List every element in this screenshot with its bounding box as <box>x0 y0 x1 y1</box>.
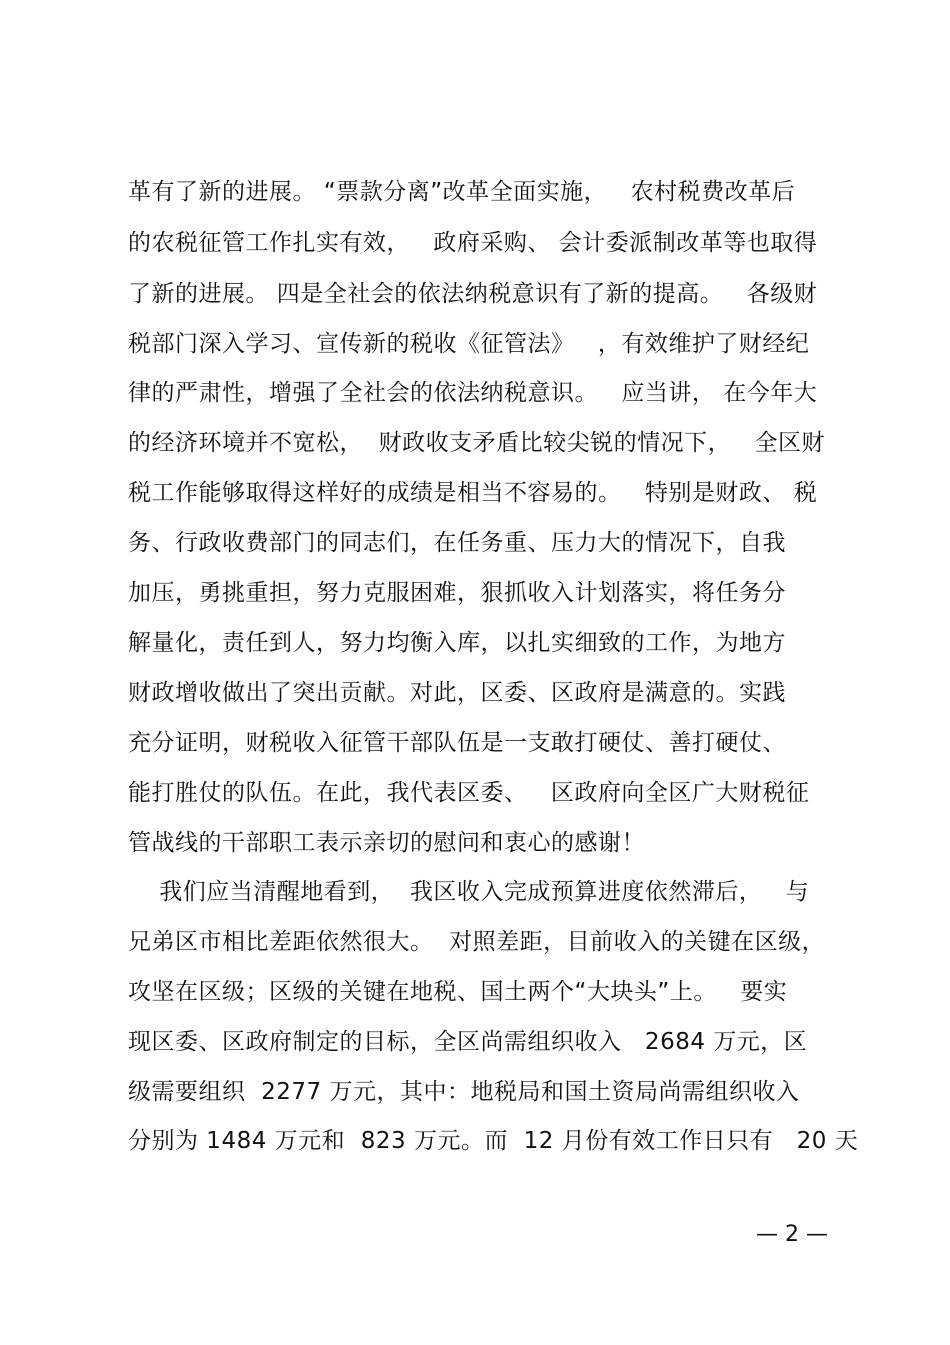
text-line: 务、行政收费部门的同志们，在任务重、压力大的情况下，自我 <box>128 530 786 556</box>
text-line: 现区委、区政府制定的目标，全区尚需组织收入 2684 万元，区 <box>128 1029 808 1055</box>
text-line: 的农税征管工作扎实有效， 政府采购、 会计委派制改革等也取得 <box>128 230 818 256</box>
page-number: — 2 — <box>756 1222 828 1247</box>
text-line: 兄弟区市相比差距依然很大。 对照差距，目前收入的关键在区级， <box>128 929 826 955</box>
text-line: 解量化，责任到人，努力均衡入库，以扎实细致的工作，为地方 <box>128 630 786 656</box>
text-line: 分别为 1484 万元和 823 万元。而 12 月份有效工作日只有 20 天 <box>128 1128 859 1154</box>
text-line: 了新的进展。 四是全社会的依法纳税意识有了新的提高。 各级财 <box>128 281 818 307</box>
text-line: 革有了新的进展。 “票款分离”改革全面实施， 农村税费改革后 <box>128 179 796 205</box>
text-line: 律的严肃性，增强了全社会的依法纳税意识。 应当讲， 在今年大 <box>128 380 818 406</box>
text-line: 级需要组织 2277 万元，其中：地税局和国土资局尚需组织收入 <box>128 1079 800 1105</box>
text-line: 攻坚在区级；区级的关键在地税、国土两个“大块头”上。 要实 <box>128 979 788 1005</box>
text-line: 充分证明，财税收入征管干部队伍是一支敢打硬仗、善打硬仗、 <box>128 730 786 756</box>
text-line: 税部门深入学习、宣传新的税收《征管法》 ，有效维护了财经纪 <box>128 331 810 357</box>
text-line: 我们应当清醒地看到， 我区收入完成预算进度依然滞后， 与 <box>128 879 810 905</box>
text-line: 能打胜仗的队伍。在此，我代表区委、 区政府向全区广大财税征 <box>128 780 810 806</box>
text-line: 的经济环境并不宽松， 财政收支矛盾比较尖锐的情况下， 全区财 <box>128 430 826 456</box>
text-line: 管战线的干部职工表示亲切的慰问和衷心的感谢！ <box>128 830 645 856</box>
text-line: 税工作能够取得这样好的成绩是相当不容易的。 特别是财政、 税 <box>128 480 818 506</box>
text-line: 加压，勇挑重担，努力克服困难，狠抓收入计划落实，将任务分 <box>128 580 786 606</box>
text-line: 财政增收做出了突出贡献。对此，区委、区政府是满意的。实践 <box>128 680 786 706</box>
